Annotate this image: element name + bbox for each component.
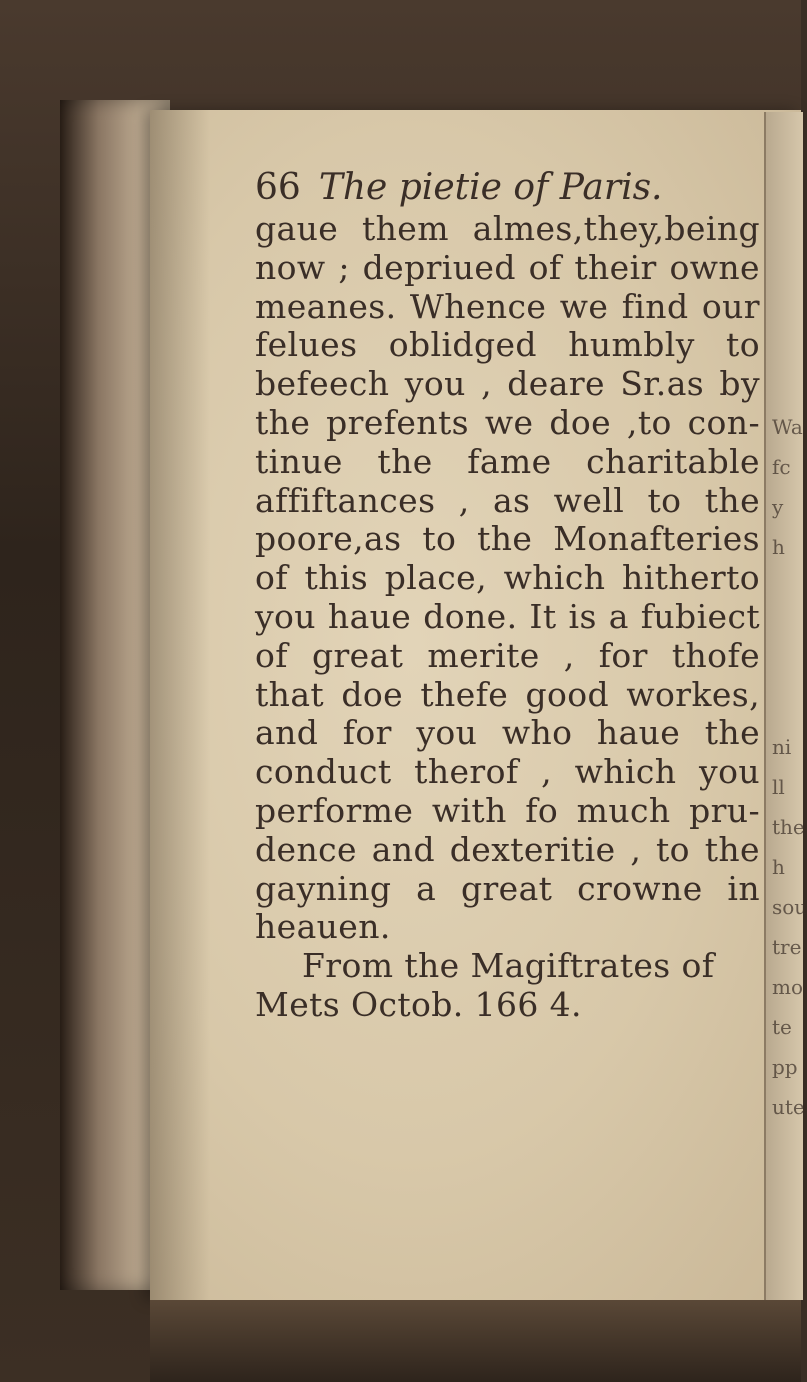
- facing-page-fragment: Wa: [772, 415, 803, 439]
- text-line: conduct therof , which you: [255, 752, 760, 792]
- page-bottom-shadow: [150, 1300, 801, 1382]
- facing-page-fragment: ll: [772, 775, 785, 799]
- facing-page-edge: [764, 112, 803, 1300]
- facing-page-fragment: mo: [772, 975, 804, 999]
- date-line: Mets Octob. 166 4.: [255, 984, 582, 1024]
- running-title: The pietie of Paris.: [318, 167, 663, 208]
- facing-page-fragment: fc: [772, 455, 791, 479]
- facing-page-fragment: pp: [772, 1055, 798, 1079]
- text-line: meanes. Whence we find our: [255, 286, 760, 326]
- text-line: that doe thefe good workes,: [255, 674, 760, 714]
- signature-line: From the Magiftrates of: [302, 946, 715, 986]
- facing-page-fragment: y: [772, 495, 784, 519]
- text-line: now ; depriued of their owne: [255, 247, 760, 287]
- facing-page-fragment: te: [772, 1015, 792, 1039]
- text-line: the prefents we doe ,to con-: [255, 402, 760, 442]
- text-line: of this place, which hitherto: [255, 558, 760, 598]
- facing-page-fragment: ute: [772, 1095, 805, 1119]
- text-line: felues oblidged humbly to: [255, 325, 760, 365]
- facing-page-fragment: tre: [772, 935, 802, 959]
- text-line: you haue done. It is a fubiect: [255, 596, 760, 636]
- facing-page-fragment: sou: [772, 895, 807, 919]
- text-line: gayning a great crowne in: [255, 868, 760, 908]
- text-line: befeech you , deare Sr.as by: [255, 364, 760, 404]
- text-line: heauen.: [255, 907, 391, 947]
- facing-page-fragment: h: [772, 535, 785, 559]
- facing-page-fragment: h: [772, 855, 785, 879]
- facing-page-fragment: the: [772, 815, 805, 839]
- text-line: and for you who haue the: [255, 713, 760, 753]
- page-number: 66: [255, 167, 301, 208]
- text-line: performe with fo much pru-: [255, 790, 760, 830]
- text-line: dence and dexteritie , to the: [255, 829, 760, 869]
- page-text: [255, 168, 760, 1025]
- text-line: gaue them almes,they,being: [255, 209, 760, 248]
- facing-page-fragment: ni: [772, 735, 792, 759]
- text-line: affiftances , as well to the: [255, 480, 760, 520]
- text-line: poore,as to the Monafteries: [255, 519, 760, 559]
- gutter-shadow: [150, 110, 210, 1300]
- text-line: of great merite , for thofe: [255, 635, 760, 675]
- page-header: [255, 168, 760, 210]
- text-line: tinue the fame charitable: [255, 441, 760, 481]
